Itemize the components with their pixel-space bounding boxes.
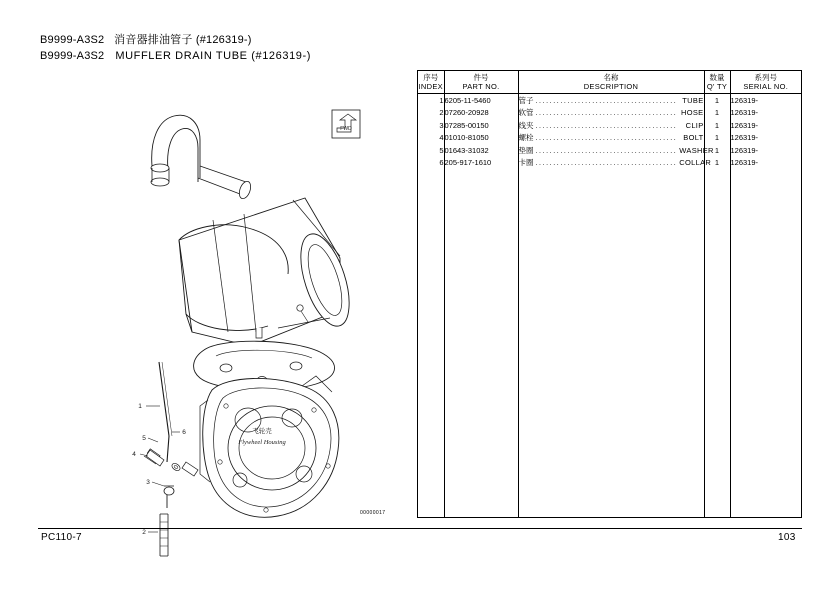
cell-part-no: 6205-11-5460 [444, 94, 518, 107]
cell-index: 1 [418, 94, 444, 107]
cell-serial-no: 126319- [730, 95, 759, 105]
cell-qty: 1 [704, 144, 730, 157]
empty-cell-qty [704, 169, 730, 517]
balloon-2: 2 [142, 529, 146, 536]
parts-table [417, 70, 802, 518]
description-en: TUBE [682, 95, 704, 105]
description-cn: 垫圈 [518, 145, 534, 155]
svg-text:飞轮壳: 飞轮壳 [252, 428, 272, 435]
svg-text:FWD: FWD [340, 126, 352, 132]
balloon-5: 5 [142, 435, 146, 442]
exploded-view-drawing [40, 70, 412, 536]
description-cn: 螺栓 [518, 133, 534, 143]
header-line-chinese [40, 33, 311, 49]
dot-leader: ........................................ [535, 110, 678, 118]
description-cn: 管子 [518, 95, 534, 105]
tube-part [159, 362, 172, 462]
svg-text:Flywheel Housing: Flywheel Housing [238, 439, 286, 446]
exhaust-pipe [151, 115, 253, 200]
column-header-description: 名称 DESCRIPTION [518, 71, 704, 94]
balloon-3: 3 [146, 479, 150, 486]
dot-leader: ........................................ [535, 122, 678, 130]
balloon-6: 6 [182, 429, 186, 436]
dot-leader: ........................................ [535, 147, 678, 155]
column-header-qty: 数量 Q' TY [704, 71, 730, 94]
cell-part-no: 07285-00150 [444, 119, 518, 132]
flywheel-housing [200, 376, 339, 517]
cell-serial-no: 126319- [730, 120, 759, 130]
empty-cell-index [418, 169, 444, 517]
page-number: 103 [778, 532, 796, 543]
table-header-row [418, 71, 801, 94]
cell-index: 6 [418, 157, 444, 170]
cell-description [518, 157, 712, 170]
cell-serial-no: 126319- [730, 108, 759, 118]
table-row [418, 144, 801, 157]
muffler-body [179, 198, 359, 346]
column-header-serial-no: 系列号 SERIAL NO. [730, 71, 801, 94]
cell-qty: 1 [704, 132, 730, 145]
header-line-english [40, 49, 311, 65]
cell-qty: 1 [704, 157, 730, 170]
cell-serial-no: 126319- [730, 158, 759, 168]
cell-index: 4 [418, 132, 444, 145]
description-en: CLIP [685, 120, 704, 130]
cell-description [518, 119, 704, 132]
description-en: WASHER [679, 145, 714, 155]
page-title-cn: 消音器排油管子 (#126319-) [114, 34, 252, 46]
model-code-cn: B9999-A3S2 [40, 34, 105, 46]
model-code-en: B9999-A3S2 [40, 49, 105, 62]
table-empty-space [418, 169, 801, 517]
table-row [418, 94, 801, 107]
fwd-direction-symbol [332, 110, 360, 138]
cell-index: 5 [418, 144, 444, 157]
cell-part-no: 07260-20928 [444, 107, 518, 120]
empty-cell-description [518, 169, 704, 517]
cell-description [518, 107, 704, 120]
dot-leader: ........................................ [535, 97, 678, 105]
page-header [40, 33, 311, 65]
cell-qty: 1 [704, 107, 730, 120]
description-cn: 软管 [518, 108, 534, 118]
cell-serial-no: 126319- [730, 145, 759, 155]
cell-qty: 1 [704, 119, 730, 132]
table-row [418, 157, 801, 170]
small-parts-cluster [144, 449, 198, 556]
page-title-en: MUFFLER DRAIN TUBE (#126319-) [115, 49, 312, 62]
description-cn: 卡圈 [518, 158, 534, 168]
cell-description [518, 144, 714, 157]
description-en: BOLT [683, 133, 704, 143]
description-cn: 线夹 [518, 120, 534, 130]
cell-index: 3 [418, 119, 444, 132]
dot-leader: ........................................ [535, 160, 678, 168]
cell-description [518, 94, 704, 107]
description-en: HOSE [681, 108, 704, 118]
table-row [418, 107, 801, 120]
drawing-number: 00000017 [360, 510, 386, 516]
description-en: COLLAR [679, 158, 712, 168]
cell-part-no: 01643-31032 [444, 144, 518, 157]
balloon-1: 1 [138, 403, 142, 410]
column-header-part-no: 件号 PART NO. [444, 71, 518, 94]
table-row [418, 119, 801, 132]
empty-cell-serial-no [730, 169, 801, 517]
cell-qty: 1 [704, 94, 730, 107]
column-header-index: 序号 INDEX [418, 71, 444, 94]
balloon-4: 4 [132, 451, 136, 458]
footer-divider [38, 528, 802, 529]
cell-serial-no: 126319- [730, 133, 759, 143]
cell-index: 2 [418, 107, 444, 120]
document-code: PC110-7 [41, 532, 82, 543]
cell-description [518, 132, 704, 145]
empty-cell-part-no [444, 169, 518, 517]
dot-leader: ........................................ [535, 135, 678, 143]
cell-part-no: 205-917-1610 [444, 157, 518, 170]
table-row [418, 132, 801, 145]
cell-part-no: 01010-81050 [444, 132, 518, 145]
